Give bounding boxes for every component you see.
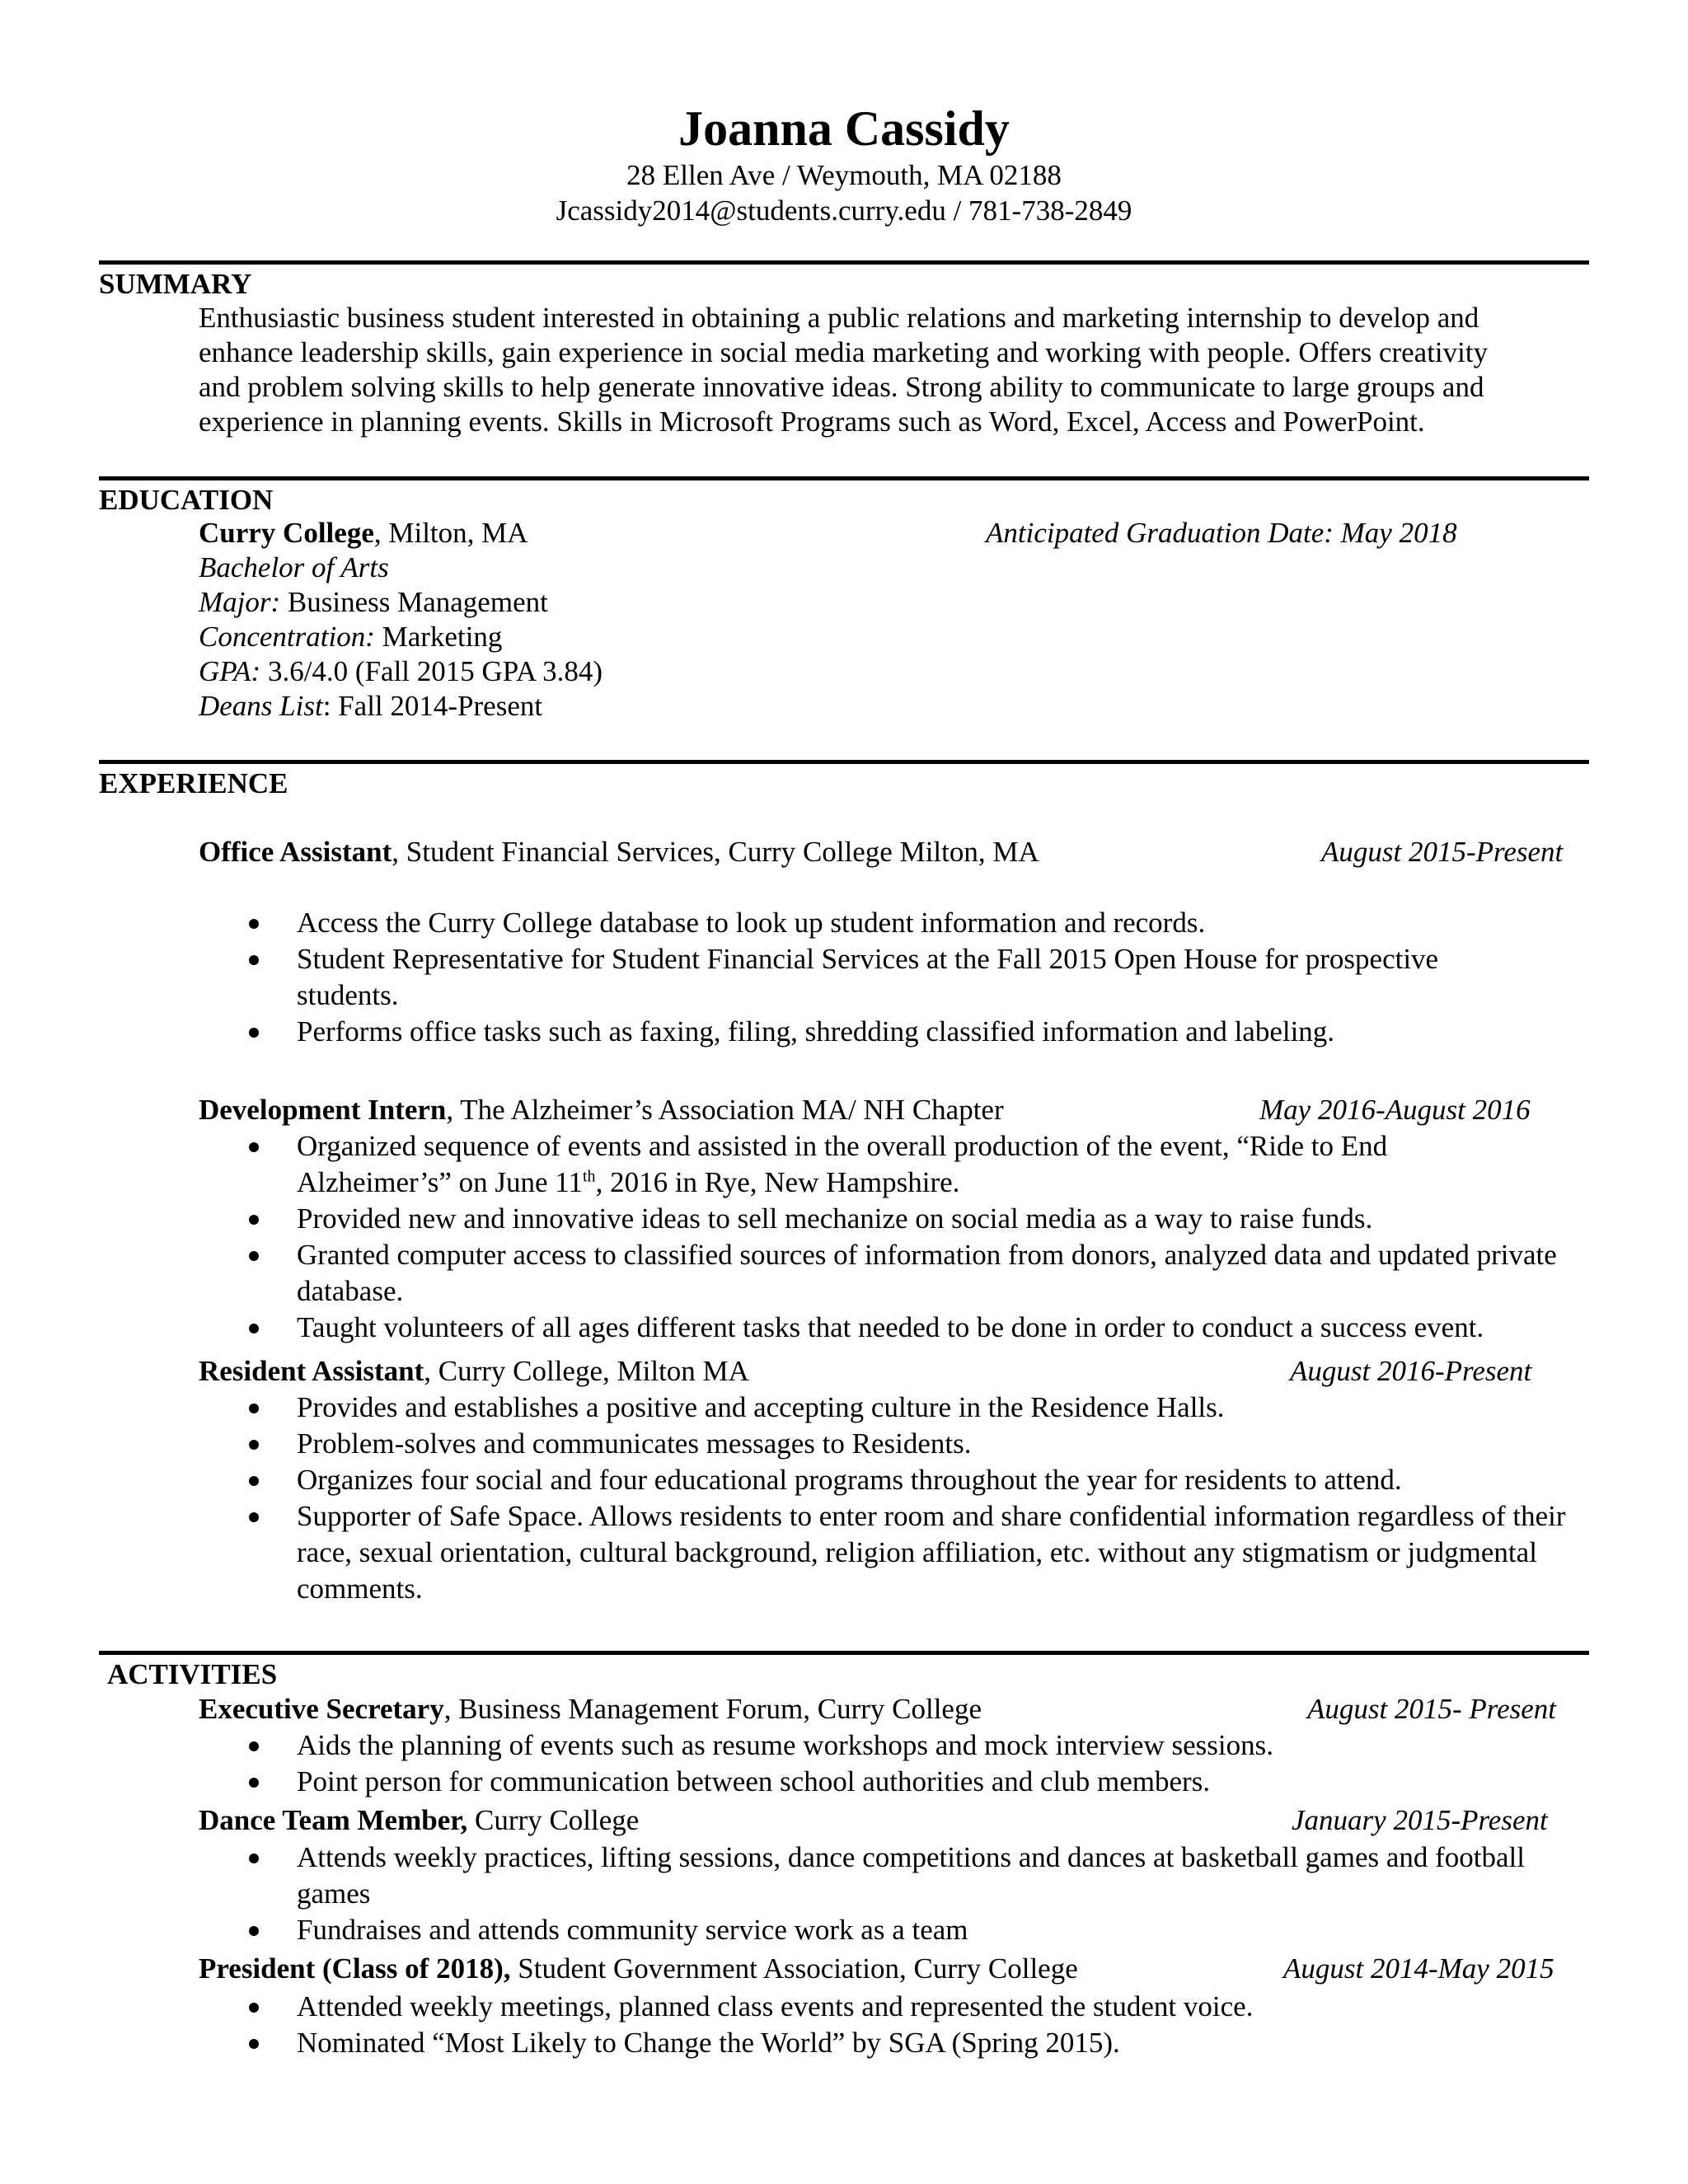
activity-org: Student Government Association, Curry College <box>510 1952 1078 1985</box>
bullet-text: , 2016 in Rye, New Hampshire. <box>595 1166 960 1198</box>
activity-role: Dance Team Member, <box>199 1804 468 1836</box>
concentration-label: Concentration: <box>199 621 375 653</box>
section-divider <box>99 260 1589 265</box>
gpa-line <box>199 654 603 689</box>
list-item: Provided new and innovative ideas to sell mechanize on social media as a way to raise funds. <box>247 1201 1582 1237</box>
list-item: Performs office tasks such as faxing, filing, shredding classified information and labeling. <box>247 1014 1582 1050</box>
degree: Bachelor of Arts <box>199 551 389 583</box>
list-item: Organizes four social and four educational programs throughout the year for residents to attend. <box>247 1462 1582 1498</box>
summary-line: Enthusiastic business student interested in obtaining a public relations and marketing internship to develop and <box>199 302 1479 334</box>
list-item: Supporter of Safe Space. Allows residents to enter room and share confidential information regardless of their race, sexual orientation, cultural background, religion affiliation, etc. without any stigmatism or judgmental comments. <box>247 1498 1582 1607</box>
activity-title-line <box>199 1951 1078 1987</box>
gpa-value: 3.6/4.0 (Fall 2015 GPA 3.84) <box>260 655 603 687</box>
contact-line: Jcassidy2014@students.curry.edu / 781-738-2849 <box>556 194 1132 227</box>
activities-heading: ACTIVITIES <box>107 1658 278 1690</box>
activity-org: , Business Management Forum, Curry College <box>443 1693 982 1725</box>
deans-list-line <box>199 689 542 724</box>
activity-dates: January 2015-Present <box>1292 1804 1548 1836</box>
activity-bullets <box>247 1840 1582 1948</box>
activity-role: Executive Secretary <box>199 1693 444 1725</box>
address-line: 28 Ellen Ave / Weymouth, MA 02188 <box>626 159 1062 191</box>
bullet-text: Organized sequence of events and assisted in the overall production of the event, “Ride to End Alzheimer’s” on June 11 <box>297 1130 1388 1198</box>
activity-bullets <box>247 1727 1582 1800</box>
job-org: , Curry College, Milton MA <box>424 1355 749 1387</box>
list-item: Point person for communication between school authorities and club members. <box>247 1764 1582 1800</box>
job-org: , The Alzheimer’s Association MA/ NH Chapter <box>446 1094 1004 1126</box>
job-title-line <box>199 1092 1004 1128</box>
job-bullets <box>247 1390 1582 1607</box>
job-role: Resident Assistant <box>199 1355 424 1387</box>
list-item: Problem-solves and communicates messages to Residents. <box>247 1426 1582 1462</box>
job-title-line <box>199 834 1039 870</box>
job-role: Office Assistant <box>199 836 392 868</box>
summary-line: enhance leadership skills, gain experience in social media marketing and working with people. Offers creativity <box>199 336 1489 368</box>
activity-role: President (Class of 2018), <box>199 1952 511 1985</box>
activity-dates: August 2014-May 2015 <box>1283 1952 1554 1985</box>
summary-line: experience in planning events. Skills in Microsoft Programs such as Word, Excel, Access and PowerPoint. <box>199 405 1425 438</box>
school-location: , Milton, MA <box>373 517 528 549</box>
education-heading: EDUCATION <box>99 484 274 516</box>
list-item: Access the Curry College database to look up student information and records. <box>247 905 1582 941</box>
activity-dates: August 2015- Present <box>1307 1693 1556 1725</box>
section-divider <box>99 476 1589 480</box>
job-role: Development Intern <box>199 1094 447 1126</box>
job-dates: August 2016-Present <box>1290 1355 1532 1387</box>
job-org: , Student Financial Services, Curry College Milton, MA <box>392 836 1039 868</box>
list-item: Attended weekly meetings, planned class events and represented the student voice. <box>247 1989 1582 2025</box>
deans-list-value: : Fall 2014-Present <box>322 690 543 722</box>
list-item: Granted computer access to classified sources of information from donors, analyzed data and updated private database. <box>247 1237 1582 1310</box>
activity-title-line <box>199 1691 982 1727</box>
activity-org: Curry College <box>467 1804 640 1836</box>
list-item: Nominated “Most Likely to Change the World” by SGA (Spring 2015). <box>247 2025 1582 2061</box>
job-dates: August 2015-Present <box>1321 836 1564 868</box>
summary-text <box>199 301 1567 439</box>
job-bullets <box>247 1128 1582 1346</box>
ordinal-suffix: th <box>583 1167 596 1186</box>
resume-name: Joanna Cassidy <box>678 101 1010 156</box>
activity-bullets <box>247 1989 1582 2061</box>
experience-heading: EXPERIENCE <box>99 767 288 799</box>
job-bullets <box>247 905 1582 1050</box>
major-label: Major: <box>199 586 281 618</box>
gpa-label: GPA: <box>199 655 261 687</box>
major-value: Business Management <box>280 586 548 618</box>
graduation-date: Anticipated Graduation Date: May 2018 <box>986 517 1457 549</box>
deans-list-label: Deans List <box>199 690 323 722</box>
job-dates: May 2016-August 2016 <box>1259 1094 1531 1126</box>
summary-line: and problem solving skills to help generate innovative ideas. Strong ability to communicate to large groups and <box>199 371 1484 403</box>
list-item <box>247 1128 1582 1201</box>
list-item: Aids the planning of events such as resume workshops and mock interview sessions. <box>247 1727 1582 1764</box>
list-item: Taught volunteers of all ages different tasks that needed to be done in order to conduct a success event. <box>247 1310 1582 1346</box>
summary-heading: SUMMARY <box>99 268 252 300</box>
list-item: Fundraises and attends community service work as a team <box>247 1912 1582 1948</box>
list-item: Attends weekly practices, lifting sessions, dance competitions and dances at basketball games and football games <box>247 1840 1582 1912</box>
school-line <box>199 516 528 551</box>
section-divider <box>99 760 1589 764</box>
list-item: Provides and establishes a positive and accepting culture in the Residence Halls. <box>247 1390 1582 1426</box>
concentration-line <box>199 620 502 654</box>
major-line <box>199 585 548 620</box>
section-divider <box>99 1651 1589 1655</box>
job-title-line <box>199 1353 749 1390</box>
list-item: Student Representative for Student Financial Services at the Fall 2015 Open House for prospective students. <box>247 941 1582 1014</box>
activity-title-line <box>199 1802 639 1839</box>
concentration-value: Marketing <box>374 621 503 653</box>
school-name: Curry College <box>199 517 374 549</box>
